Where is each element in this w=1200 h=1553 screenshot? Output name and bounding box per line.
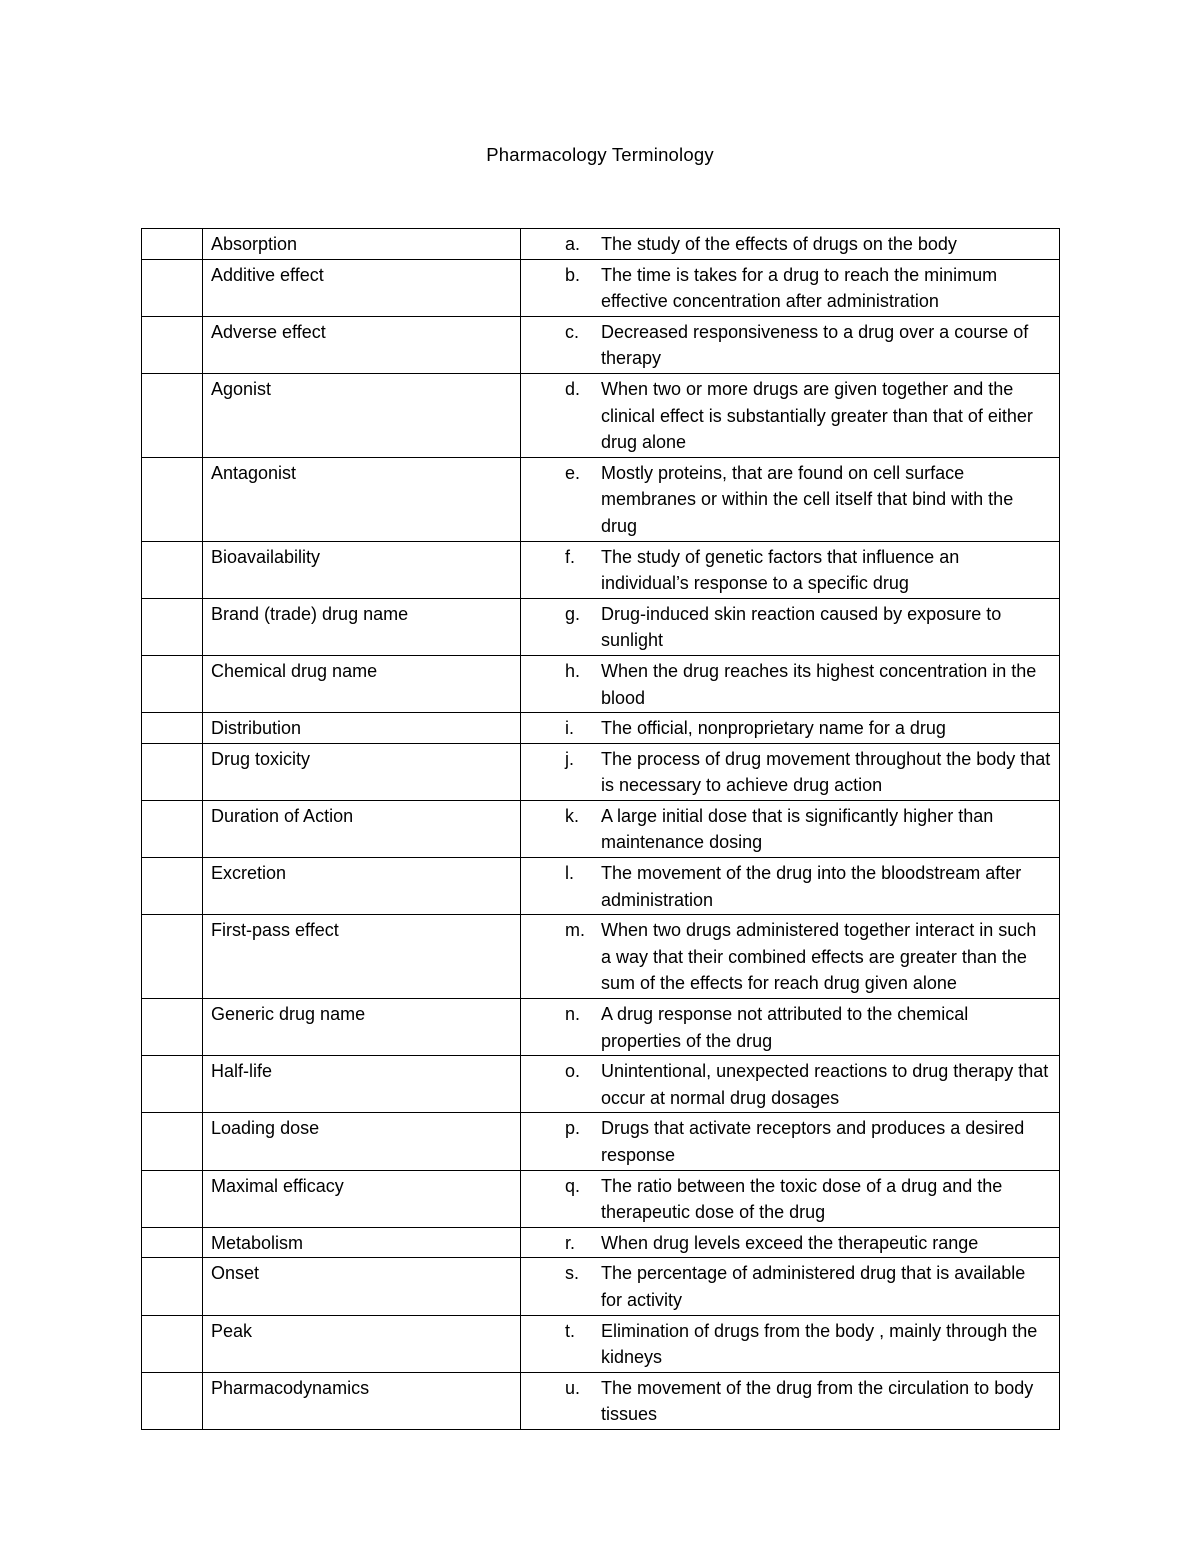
definition-text: When two or more drugs are given together and the clinical effect is substantially greater than that of either drug alone <box>601 378 1033 453</box>
definition-cell <box>521 1372 1060 1429</box>
answer-cell[interactable] <box>142 259 203 316</box>
answer-cell[interactable] <box>142 598 203 655</box>
table-row <box>142 1315 1060 1372</box>
term-cell: Drug toxicity <box>203 743 521 800</box>
table-row <box>142 1056 1060 1113</box>
answer-cell[interactable] <box>142 457 203 541</box>
definition-letter: h. <box>565 660 581 681</box>
term-cell: Peak <box>203 1315 521 1372</box>
term-cell: Loading dose <box>203 1113 521 1170</box>
definition-letter: o. <box>565 1061 581 1082</box>
terminology-table-body <box>142 229 1060 1430</box>
definition-cell <box>521 259 1060 316</box>
term-cell: Excretion <box>203 858 521 915</box>
table-row <box>142 541 1060 598</box>
definition-letter: j. <box>565 748 574 769</box>
table-row <box>142 915 1060 999</box>
definition-letter: e. <box>565 462 581 483</box>
definition-letter: r. <box>565 1232 576 1253</box>
definition-cell <box>521 915 1060 999</box>
definition-text: Drugs that activate receptors and produces a desired response <box>601 1118 1025 1165</box>
answer-cell[interactable] <box>142 373 203 457</box>
answer-cell[interactable] <box>142 1258 203 1315</box>
definition-letter: i. <box>565 718 574 739</box>
definition-cell <box>521 1170 1060 1227</box>
answer-cell[interactable] <box>142 1113 203 1170</box>
table-row <box>142 457 1060 541</box>
definition-cell <box>521 229 1060 260</box>
definition-cell <box>521 655 1060 712</box>
answer-cell[interactable] <box>142 655 203 712</box>
answer-cell[interactable] <box>142 1227 203 1258</box>
table-row <box>142 1227 1060 1258</box>
answer-cell[interactable] <box>142 1170 203 1227</box>
definition-text: The study of the effects of drugs on the body <box>601 234 957 254</box>
definition-letter: q. <box>565 1175 581 1196</box>
definition-letter: s. <box>565 1263 580 1284</box>
term-cell: Onset <box>203 1258 521 1315</box>
definition-text: The process of drug movement throughout the body that is necessary to achieve drug action <box>601 748 1051 796</box>
answer-cell[interactable] <box>142 541 203 598</box>
answer-cell[interactable] <box>142 1315 203 1372</box>
term-cell: Adverse effect <box>203 316 521 373</box>
definition-text: The percentage of administered drug that is available for activity <box>601 1263 1026 1310</box>
term-cell: Half-life <box>203 1056 521 1113</box>
definition-text: The movement of the drug from the circulation to body tissues <box>601 1377 1034 1425</box>
definition-text: A drug response not attributed to the chemical properties of the drug <box>601 1004 969 1051</box>
term-cell: Bioavailability <box>203 541 521 598</box>
term-cell: First-pass effect <box>203 915 521 999</box>
definition-text: When the drug reaches its highest concentration in the blood <box>601 660 1037 708</box>
definition-letter: g. <box>565 603 581 624</box>
definition-cell <box>521 858 1060 915</box>
table-row <box>142 800 1060 857</box>
definition-text: Decreased responsiveness to a drug over a course of therapy <box>601 321 1029 369</box>
answer-cell[interactable] <box>142 1056 203 1113</box>
definition-cell <box>521 743 1060 800</box>
definition-cell <box>521 541 1060 598</box>
table-row <box>142 1258 1060 1315</box>
definition-letter: f. <box>565 546 576 567</box>
answer-cell[interactable] <box>142 713 203 744</box>
term-cell: Agonist <box>203 373 521 457</box>
definition-cell <box>521 800 1060 857</box>
definition-letter: c. <box>565 321 580 342</box>
answer-cell[interactable] <box>142 999 203 1056</box>
term-cell: Pharmacodynamics <box>203 1372 521 1429</box>
definition-text: Elimination of drugs from the body , mainly through the kidneys <box>601 1320 1038 1368</box>
answer-cell[interactable] <box>142 858 203 915</box>
table-row <box>142 1372 1060 1429</box>
definition-cell <box>521 1113 1060 1170</box>
term-cell: Duration of Action <box>203 800 521 857</box>
table-row <box>142 743 1060 800</box>
table-row <box>142 858 1060 915</box>
definition-text: The official, nonproprietary name for a drug <box>601 718 946 739</box>
definition-letter: n. <box>565 1004 581 1025</box>
definition-text: The ratio between the toxic dose of a drug and the therapeutic dose of the drug <box>601 1175 1003 1223</box>
page-title: Pharmacology Terminology <box>486 144 714 165</box>
definition-text: When two drugs administered together interact in such a way that their combined effects are greater than the sum of the effects for reach drug given alone <box>601 920 1037 994</box>
term-cell: Additive effect <box>203 259 521 316</box>
term-cell: Distribution <box>203 713 521 744</box>
table-row <box>142 1170 1060 1227</box>
definition-cell <box>521 713 1060 744</box>
table-row <box>142 229 1060 260</box>
term-cell: Generic drug name <box>203 999 521 1056</box>
definition-cell <box>521 1258 1060 1315</box>
terminology-table <box>141 228 1060 1430</box>
answer-cell[interactable] <box>142 800 203 857</box>
table-row <box>142 598 1060 655</box>
definition-letter: d. <box>565 378 581 399</box>
definition-text: Unintentional, unexpected reactions to drug therapy that occur at normal drug dosages <box>601 1061 1049 1108</box>
term-cell: Absorption <box>203 229 521 260</box>
definition-letter: l. <box>565 863 574 884</box>
definition-cell <box>521 1315 1060 1372</box>
definition-text: The time is takes for a drug to reach the minimum effective concentration after administration <box>601 264 998 312</box>
term-cell: Brand (trade) drug name <box>203 598 521 655</box>
definition-letter: t. <box>565 1320 576 1341</box>
definition-text: When drug levels exceed the therapeutic range <box>601 1232 979 1253</box>
definition-cell <box>521 316 1060 373</box>
table-row <box>142 999 1060 1056</box>
term-cell: Metabolism <box>203 1227 521 1258</box>
term-cell: Antagonist <box>203 457 521 541</box>
term-cell: Chemical drug name <box>203 655 521 712</box>
definition-letter: p. <box>565 1118 581 1139</box>
table-row <box>142 316 1060 373</box>
answer-cell[interactable] <box>142 316 203 373</box>
definition-cell <box>521 999 1060 1056</box>
answer-cell[interactable] <box>142 915 203 999</box>
term-cell: Maximal efficacy <box>203 1170 521 1227</box>
definition-letter: m. <box>565 920 585 941</box>
definition-cell <box>521 1056 1060 1113</box>
answer-cell[interactable] <box>142 743 203 800</box>
definition-text: The movement of the drug into the bloodstream after administration <box>601 863 1022 910</box>
answer-cell[interactable] <box>142 1372 203 1429</box>
answer-cell[interactable] <box>142 229 203 260</box>
definition-cell <box>521 373 1060 457</box>
definition-text: Mostly proteins, that are found on cell surface membranes or within the cell itself that bind with the drug <box>601 462 1014 536</box>
table-row <box>142 713 1060 744</box>
definition-letter: a. <box>565 234 581 254</box>
table-row <box>142 655 1060 712</box>
definition-cell <box>521 457 1060 541</box>
definition-cell <box>521 598 1060 655</box>
definition-text: A large initial dose that is significantly higher than maintenance dosing <box>601 805 994 853</box>
definition-text: The study of genetic factors that influence an individual’s response to a specific drug <box>601 546 960 594</box>
table-row <box>142 259 1060 316</box>
definition-cell <box>521 1227 1060 1258</box>
definition-text: Drug-induced skin reaction caused by exposure to sunlight <box>601 603 1002 651</box>
table-row <box>142 1113 1060 1170</box>
table-row <box>142 373 1060 457</box>
definition-letter: b. <box>565 264 581 285</box>
definition-letter: k. <box>565 805 580 826</box>
definition-letter: u. <box>565 1377 581 1398</box>
